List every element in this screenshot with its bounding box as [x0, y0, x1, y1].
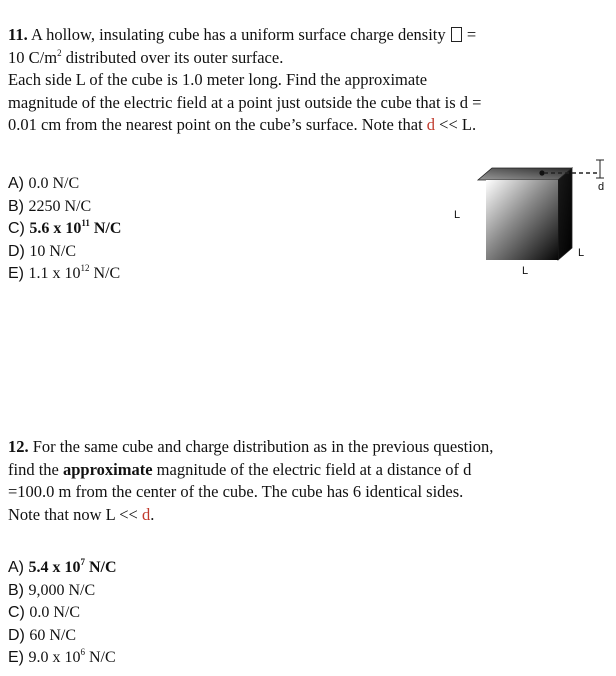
question-12-text: 12. For the same cube and charge distribution as in the previous question, find the approximate magnitude of the electric field at a distance of d =100.0 m from the center of the cube. The cube has 6 identical sides. Note that now L << d. — [8, 437, 494, 524]
question-11-text: 11. A hollow, insulating cube has a uniform surface charge density = 10 $C/m^2$ distributed over its outer surface. Each side L of the cube is 1.0 meter long. Find the approximate magnitude of the electric field at a point just outside the cube that is d = 0.01 cm from the nearest point on the cube’s surface. Note that d << L. — [8, 25, 482, 134]
answer-option-11d[interactable]: D) 10 N/C — [8, 242, 76, 260]
answer-option-12c[interactable]: C) 0.0 N/C — [8, 604, 80, 622]
label-d: d — [598, 181, 605, 193]
label-l-left: L — [454, 209, 461, 221]
cube-diagram — [450, 148, 610, 288]
answer-option-12b[interactable]: B) 9,000 N/C — [8, 581, 96, 599]
question-11-options — [8, 173, 121, 286]
sigma-placeholder-icon — [451, 27, 462, 42]
label-l-bottom: L — [522, 265, 529, 277]
answer-option-11e[interactable]: E) 1.1 x $10^{12}$ N/C — [8, 263, 121, 283]
answer-option-12e[interactable]: E) 9.0 x $10^6$ N/C — [8, 647, 116, 667]
cube-top-face — [478, 168, 572, 180]
question-11-number: 11. — [8, 25, 28, 44]
answer-option-12a[interactable]: A) 5.4 x $10^7$ N/C — [8, 557, 117, 576]
answer-option-12d[interactable]: D) 60 N/C — [8, 626, 76, 644]
cube-front-face — [486, 180, 558, 260]
field-point-dot — [539, 170, 544, 175]
answer-option-11a[interactable]: A) 0.0 N/C — [8, 175, 80, 192]
question-12-number: 12. — [8, 437, 29, 456]
question-12-options — [8, 557, 117, 670]
answer-option-11b[interactable]: B) 2250 N/C — [8, 197, 92, 215]
cube-side-face — [558, 168, 572, 260]
label-l-right: L — [578, 247, 585, 259]
answer-option-11c[interactable]: C) 5.6 x $10^{11}$ N/C — [8, 218, 122, 238]
